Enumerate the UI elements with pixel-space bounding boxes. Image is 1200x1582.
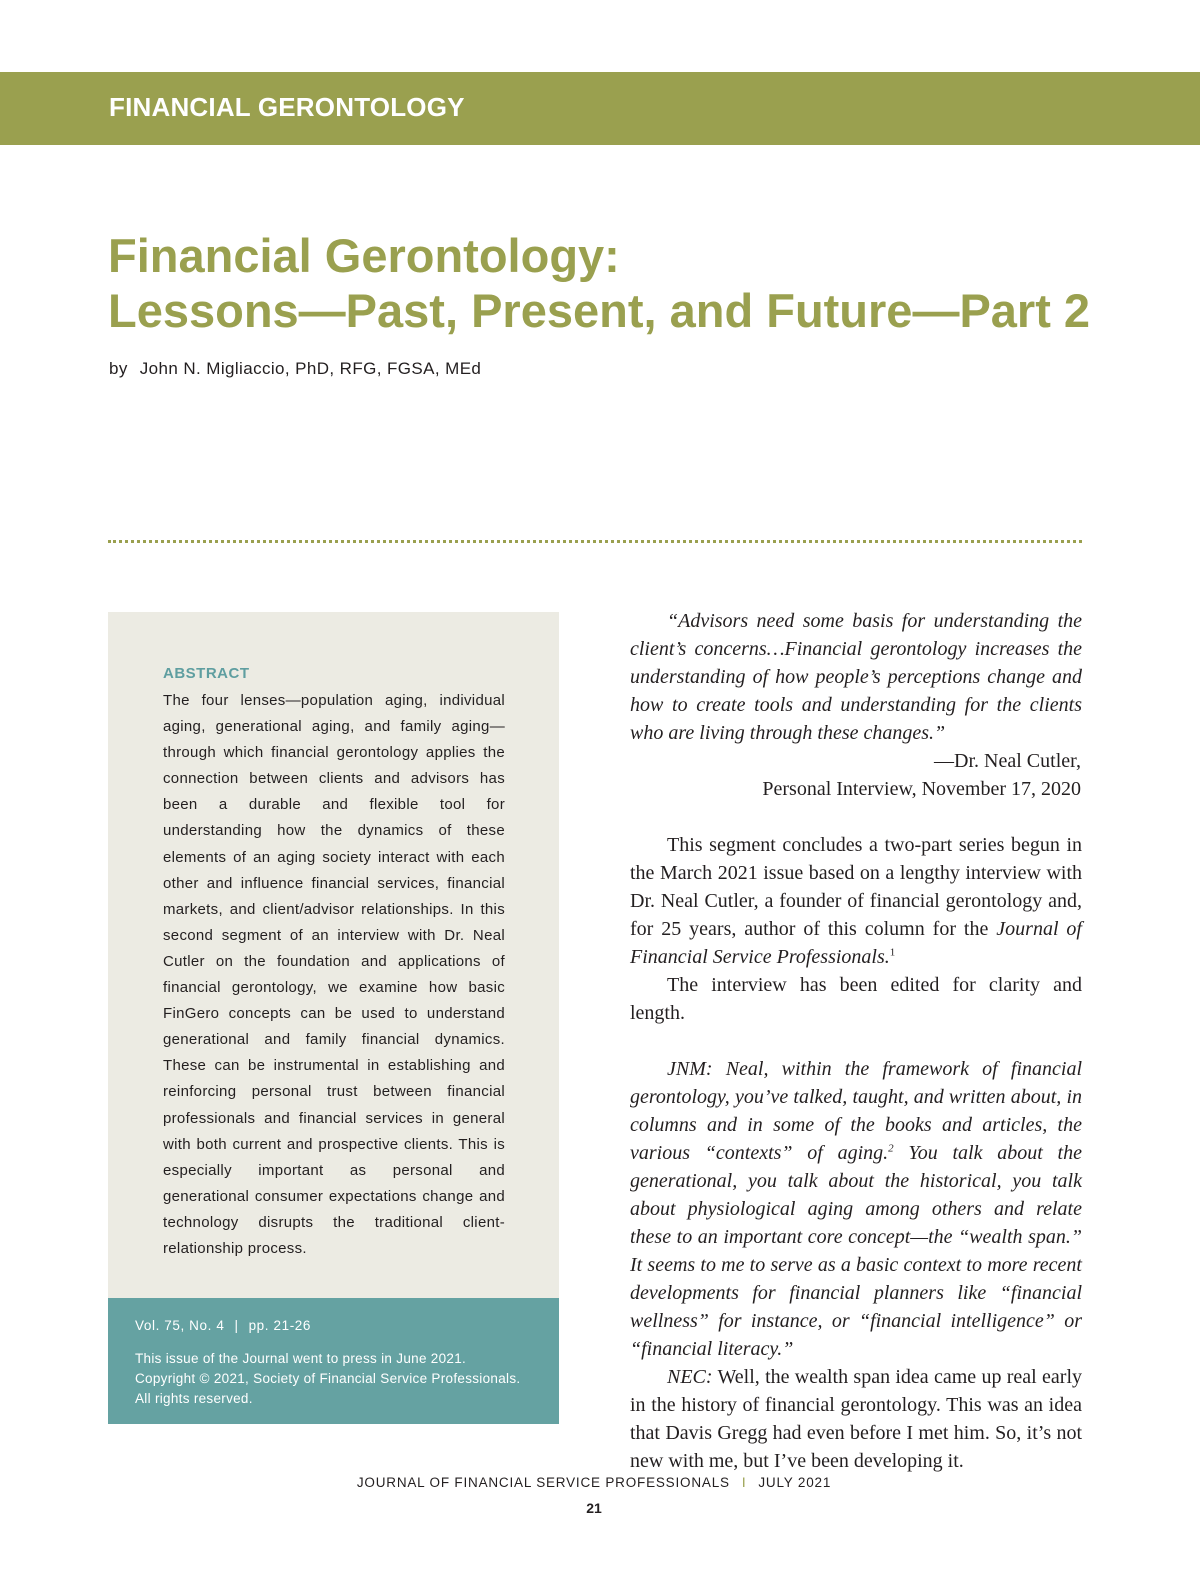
article-title: [108, 228, 1108, 338]
body-paragraph-question: [630, 1055, 1082, 1363]
section-banner-title: FINANCIAL GERONTOLOGY: [109, 92, 465, 122]
issue-separator: |: [234, 1318, 239, 1333]
journal-name: Journal of Financial Service Professionals.: [630, 918, 1082, 968]
body-paragraph-edit-note: The interview has been edited for clarity and length.: [630, 974, 1082, 1024]
question-text-part-2: You talk about the generational, you talk about the historical, you talk about physiological aging among others and relate these to an important core concept—the “wealth span.” It seems to me to serve as a basic context to more recent developments for financial planners like “financial wellness” for instance, or “financial intelligence” or “financial literacy.”: [630, 1142, 1082, 1360]
question-text-part-1: JNM: Neal, within the framework of financial gerontology, you’ve talked, taught, and written about, in columns and in some of the books and articles, the various “contexts” of aging.: [630, 1058, 1082, 1164]
author-name: John N. Migliaccio, PhD, RFG, FGSA, MEd: [139, 359, 482, 378]
body-paragraph-intro: [630, 831, 1082, 971]
issue-note-copyright: Copyright © 2021, Society of Financial Service Professionals.: [135, 1371, 521, 1386]
abstract-heading: ABSTRACT: [163, 665, 250, 682]
footer-separator: I: [741, 1475, 747, 1490]
epigraph-attribution: [630, 747, 1081, 803]
issue-notes: [135, 1349, 555, 1409]
answer-text: Well, the wealth span idea came up real early in the history of financial gerontology. This was an idea that Davis Gregg had even before I met him. So, it’s not new with me, but I’ve been developing it.: [630, 1366, 1082, 1472]
footer-journal: JOURNAL OF FINANCIAL SERVICE PROFESSIONALS: [356, 1475, 730, 1490]
article-title-line-2: Lessons—Past, Present, and Future—Part 2: [108, 284, 1091, 337]
issue-volume-line: [135, 1318, 311, 1333]
epigraph-quote: “Advisors need some basis for understanding the client’s concerns…Financial gerontology increases the understanding of how people’s perceptions change and how to create tools and understanding for the clients who are living through these changes.”: [630, 610, 1082, 744]
footnote-ref-1: 1: [889, 946, 896, 959]
intro-text: This segment concludes a two-part series begun in the March 2021 issue based on a lengthy interview with Dr. Neal Cutler, a founder of financial gerontology and, for 25 years, author of this column for the: [630, 834, 1082, 940]
byline: [109, 359, 481, 379]
footnote-ref-2: 2: [888, 1142, 894, 1155]
issue-info-panel: [108, 1298, 559, 1424]
byline-prefix: by: [109, 359, 128, 378]
issue-pages: pp. 21-26: [248, 1318, 312, 1333]
article-title-line-1: Financial Gerontology:: [108, 229, 620, 282]
issue-note-rights: All rights reserved.: [135, 1391, 253, 1406]
answer-speaker: NEC:: [667, 1366, 713, 1388]
footer-date: JULY 2021: [758, 1475, 832, 1490]
issue-note-press: This issue of the Journal went to press in June 2021.: [135, 1351, 467, 1366]
attribution-name: —Dr. Neal Cutler,: [934, 750, 1081, 772]
issue-volume: Vol. 75, No. 4: [135, 1318, 225, 1333]
abstract-text: The four lenses—population aging, individual aging, generational aging, and family aging—through which financial gerontology applies the connection between clients and advisors has been a durable and flexible tool for understanding how the dynamics of these elements of an aging society interact with each other and influence financial services, financial markets, and client/advisor relationships. In this second segment of an interview with Dr. Neal Cutler on the foundation and applications of financial gerontology, we examine how basic FinGero concepts can be used to understand generational and family financial dynamics. These can be instrumental in establishing and reinforcing personal trust between financial professionals and financial services in general with both current and prospective clients. This is especially important as personal and generational consumer expectations change and technology disrupts the traditional client-relationship process.: [163, 692, 505, 1257]
page-footer: [0, 1475, 1188, 1490]
body-paragraph-answer: [630, 1363, 1082, 1475]
dotted-divider: [108, 540, 1082, 543]
page-number: 21: [586, 1500, 602, 1516]
attribution-source: Personal Interview, November 17, 2020: [762, 778, 1081, 800]
article-body: [630, 831, 1082, 1475]
